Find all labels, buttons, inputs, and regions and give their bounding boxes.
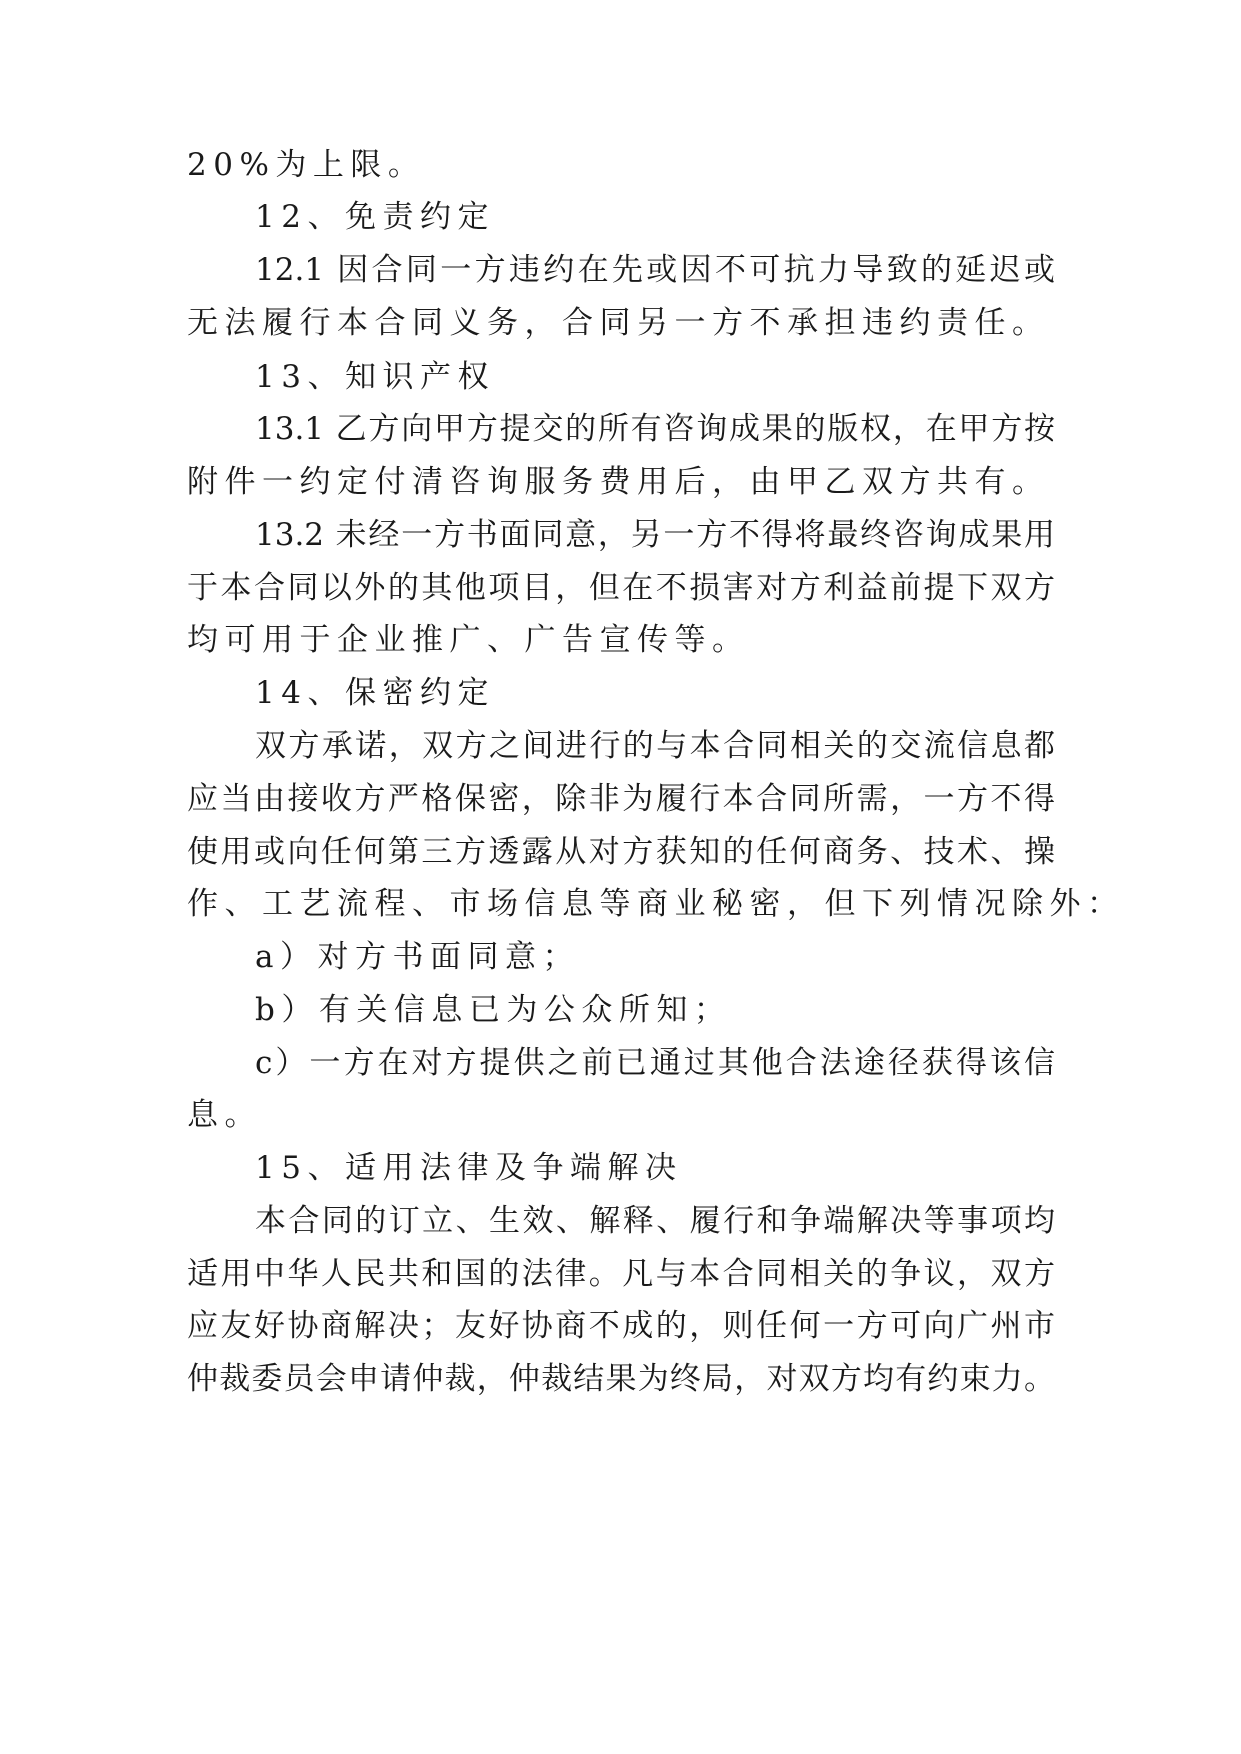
clause-15-line-4: 仲裁委员会申请仲裁，仲裁结果为终局，对双方均有约束力。: [187, 1361, 1055, 1397]
clause-13-1-line-1: 13.1 乙方向甲方提交的所有咨询成果的版权，在甲方按: [255, 411, 1055, 447]
exception-item-c-line-2: 息。: [187, 1097, 262, 1133]
exception-item-c-line-1: c）一方在对方提供之前已通过其他合法途径获得该信: [255, 1045, 1055, 1081]
clause-14-line-1: 双方承诺，双方之间进行的与本合同相关的交流信息都: [255, 728, 1055, 764]
clause-14-line-2: 应当由接收方严格保密，除非为履行本合同所需，一方不得: [187, 781, 1055, 817]
section-heading-13: 13、知识产权: [255, 359, 495, 395]
section-heading-14: 14、保密约定: [255, 675, 495, 711]
exception-item-a: a）对方书面同意；: [255, 939, 580, 975]
clause-14-line-4: 作、工艺流程、市场信息等商业秘密，但下列情况除外：: [187, 886, 1125, 922]
text-line-continuation: 20%为上限。: [187, 147, 426, 183]
clause-14-line-3: 使用或向任何第三方透露从对方获知的任何商务、技术、操: [187, 834, 1055, 870]
section-heading-12: 12、免责约定: [255, 199, 495, 235]
clause-15-line-3: 应友好协商解决；友好协商不成的，则任何一方可向广州市: [187, 1308, 1055, 1344]
clause-13-2-line-2: 于本合同以外的其他项目，但在不损害对方利益前提下双方: [187, 570, 1055, 606]
clause-12-1-line-1: 12.1 因合同一方违约在先或因不可抗力导致的延迟或: [255, 252, 1055, 288]
clause-15-line-1: 本合同的订立、生效、解释、履行和争端解决等事项均: [255, 1203, 1055, 1239]
clause-13-2-line-1: 13.2 未经一方书面同意，另一方不得将最终咨询成果用: [255, 517, 1055, 553]
section-heading-15: 15、适用法律及争端解决: [255, 1150, 683, 1186]
clause-13-1-line-2: 附件一约定付清咨询服务费用后，由甲乙双方共有。: [187, 464, 1050, 500]
exception-item-b: b）有关信息已为公众所知；: [255, 992, 732, 1028]
clause-12-1-line-2: 无法履行本合同义务，合同另一方不承担违约责任。: [187, 305, 1050, 341]
clause-13-2-line-3: 均可用于企业推广、广告宣传等。: [187, 622, 750, 658]
clause-15-line-2: 适用中华人民共和国的法律。凡与本合同相关的争议，双方: [187, 1256, 1055, 1292]
